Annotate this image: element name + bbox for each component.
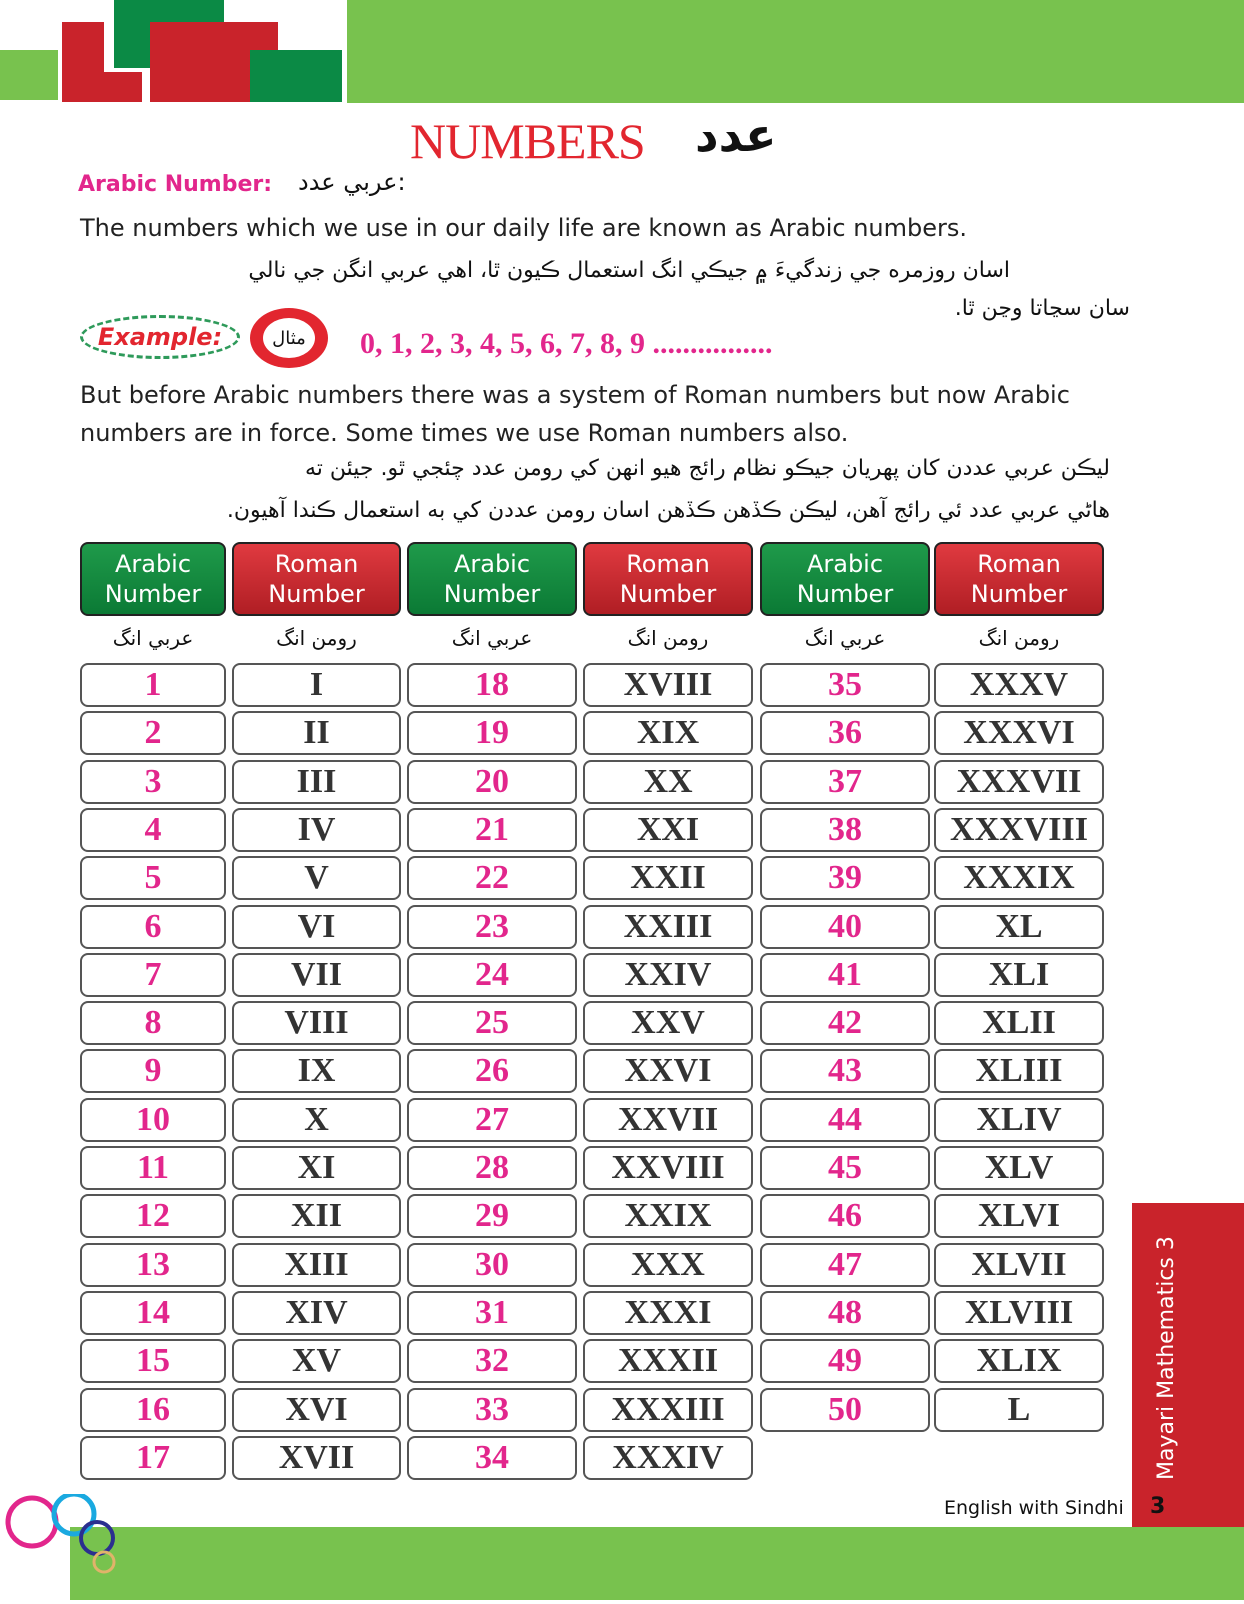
example-badge: Example: — [80, 315, 240, 359]
header-line1: Arabic — [114, 550, 192, 578]
roman-number-cell: XLIX — [934, 1339, 1104, 1383]
arabic-number-cell: 35 — [760, 663, 930, 707]
arabic-number-cell: 39 — [760, 856, 930, 900]
roman-number-cell: XV — [232, 1339, 401, 1383]
header-arabic-number-1 — [80, 542, 226, 616]
arabic-number-cell: 7 — [80, 953, 226, 997]
subheader-sindhi-2: رومن انگ — [276, 626, 357, 650]
subheader-sindhi-4: رومن انگ — [627, 626, 709, 650]
header-line1: Arabic — [806, 550, 884, 578]
roman-number-cell: L — [934, 1388, 1104, 1432]
subheader-sindhi-1: عربي انگ — [112, 626, 194, 650]
header-line1: Roman — [274, 550, 359, 578]
header-line1: Roman — [626, 550, 710, 578]
roman-number-cell: XII — [232, 1194, 401, 1238]
arabic-number-cell: 33 — [407, 1388, 577, 1432]
arabic-number-cell: 12 — [80, 1194, 226, 1238]
page-number: 3 — [1150, 1494, 1166, 1519]
roman-number-cell: XIX — [583, 711, 753, 755]
arabic-number-cell: 48 — [760, 1291, 930, 1335]
arabic-number-cell: 30 — [407, 1243, 577, 1287]
roman-number-cell: XXIV — [583, 953, 753, 997]
page-title: NUMBERS — [410, 113, 645, 169]
arabic-number-cell: 32 — [407, 1339, 577, 1383]
rings-decoration — [0, 1494, 130, 1600]
header-arabic-number-3 — [760, 542, 930, 616]
arabic-number-cell: 41 — [760, 953, 930, 997]
roman-number-cell: XXVII — [583, 1098, 753, 1142]
roman-intro-en-1: But before Arabic numbers there was a system of Roman numbers but now Arabic — [80, 381, 1070, 409]
arabic-number-cell: 37 — [760, 760, 930, 804]
arabic-number-cell: 25 — [407, 1001, 577, 1045]
roman-number-cell: XI — [232, 1146, 401, 1190]
header-line2: Number — [970, 580, 1068, 608]
roman-number-cell: XLIV — [934, 1098, 1104, 1142]
header-line2: Number — [104, 580, 202, 608]
example-sequence: 0, 1, 2, 3, 4, 5, 6, 7, 8, 9 ................ — [360, 327, 773, 360]
roman-number-cell: XLIII — [934, 1049, 1104, 1093]
arabic-number-cell: 28 — [407, 1146, 577, 1190]
arabic-number-cell: 47 — [760, 1243, 930, 1287]
example-badge-sindhi — [250, 308, 328, 368]
roman-number-cell: XXXI — [583, 1291, 753, 1335]
subheader-sindhi-3: عربي انگ — [451, 626, 533, 650]
subheader-sindhi-5: عربي انگ — [804, 626, 886, 650]
roman-number-cell: XLV — [934, 1146, 1104, 1190]
header-roman-number-1 — [232, 542, 401, 616]
arabic-number-cell: 5 — [80, 856, 226, 900]
roman-intro-sindhi-1: ليڪن عربي عددن کان پهريان جيڪو نظام رائج هيو انهن کي رومن عدد چئجي ٿو. جيئن ته — [305, 456, 1110, 481]
roman-number-cell: XLII — [934, 1001, 1104, 1045]
arabic-number-cell: 17 — [80, 1436, 226, 1480]
header-line2: Number — [796, 580, 894, 608]
arabic-number-cell: 29 — [407, 1194, 577, 1238]
arabic-number-cell: 40 — [760, 905, 930, 949]
roman-number-cell: V — [232, 856, 401, 900]
arabic-number-cell: 9 — [80, 1049, 226, 1093]
rings-icon — [0, 1494, 130, 1600]
roman-number-cell: XLVIII — [934, 1291, 1104, 1335]
arabic-number-cell: 20 — [407, 760, 577, 804]
arabic-number-cell: 27 — [407, 1098, 577, 1142]
arabic-number-cell: 50 — [760, 1388, 930, 1432]
arabic-definition-sindhi-1: اسان روزمره جي زندگيءَ ۾ جيڪي انگ استعمال ڪيون ٿا، اهي عربي انگن جي نالي — [248, 258, 1010, 283]
roman-number-cell: XLI — [934, 953, 1104, 997]
roman-number-cell: VI — [232, 905, 401, 949]
logo-blocks — [0, 0, 345, 103]
arabic-number-cell: 23 — [407, 905, 577, 949]
bottom-green-band — [70, 1527, 1244, 1600]
arabic-number-cell: 4 — [80, 808, 226, 852]
arabic-number-label-sindhi: :عربي عدد — [298, 168, 406, 196]
arabic-number-cell: 14 — [80, 1291, 226, 1335]
roman-number-cell: XXXVI — [934, 711, 1104, 755]
roman-number-cell: X — [232, 1098, 401, 1142]
header-line2: Number — [619, 580, 717, 608]
arabic-number-cell: 24 — [407, 953, 577, 997]
roman-number-cell: VII — [232, 953, 401, 997]
arabic-number-cell: 3 — [80, 760, 226, 804]
arabic-number-cell: 11 — [80, 1146, 226, 1190]
arabic-number-cell: 21 — [407, 808, 577, 852]
example-badge-sindhi-label: مثال — [263, 318, 315, 358]
roman-number-cell: XXV — [583, 1001, 753, 1045]
subheader-sindhi-6: رومن انگ — [978, 626, 1060, 650]
roman-number-cell: XXXVIII — [934, 808, 1104, 852]
roman-number-cell: XXXIV — [583, 1436, 753, 1480]
arabic-definition-en: The numbers which we use in our daily life are known as Arabic numbers. — [80, 214, 967, 242]
arabic-number-cell: 19 — [407, 711, 577, 755]
arabic-number-cell: 38 — [760, 808, 930, 852]
arabic-number-cell: 46 — [760, 1194, 930, 1238]
roman-number-cell: XIV — [232, 1291, 401, 1335]
roman-number-cell: III — [232, 760, 401, 804]
header-line1: Arabic — [453, 550, 531, 578]
arabic-number-cell: 22 — [407, 856, 577, 900]
header-roman-number-2 — [583, 542, 753, 616]
roman-number-cell: XXVIII — [583, 1146, 753, 1190]
arabic-number-cell: 10 — [80, 1098, 226, 1142]
arabic-number-cell: 26 — [407, 1049, 577, 1093]
header-line1: Roman — [977, 550, 1061, 578]
page-title-sindhi: عدد — [695, 108, 777, 162]
roman-number-cell: XXXIX — [934, 856, 1104, 900]
arabic-number-cell: 13 — [80, 1243, 226, 1287]
arabic-number-cell: 16 — [80, 1388, 226, 1432]
roman-number-cell: I — [232, 663, 401, 707]
arabic-definition-sindhi-2: سان سڃاتا وڃن ٿا. — [954, 296, 1130, 321]
arabic-number-cell: 15 — [80, 1339, 226, 1383]
arabic-number-cell: 8 — [80, 1001, 226, 1045]
roman-number-cell: XXVI — [583, 1049, 753, 1093]
arabic-number-cell: 43 — [760, 1049, 930, 1093]
roman-number-cell: XVI — [232, 1388, 401, 1432]
header-line2: Number — [268, 580, 365, 608]
roman-number-cell: XX — [583, 760, 753, 804]
arabic-number-cell: 44 — [760, 1098, 930, 1142]
header-roman-number-3 — [934, 542, 1104, 616]
footer-caption: English with Sindhi — [944, 1497, 1124, 1519]
roman-number-cell: XXIII — [583, 905, 753, 949]
arabic-number-cell: 45 — [760, 1146, 930, 1190]
roman-number-cell: XL — [934, 905, 1104, 949]
top-green-band — [347, 0, 1244, 103]
roman-number-cell: XLVII — [934, 1243, 1104, 1287]
roman-number-cell: XXII — [583, 856, 753, 900]
roman-number-cell: XXX — [583, 1243, 753, 1287]
roman-number-cell: XVII — [232, 1436, 401, 1480]
book-title-vertical: Mayari Mathematics 3 — [1154, 1236, 1179, 1480]
roman-number-cell: IV — [232, 808, 401, 852]
arabic-number-cell: 49 — [760, 1339, 930, 1383]
roman-number-cell: XLVI — [934, 1194, 1104, 1238]
arabic-number-cell: 18 — [407, 663, 577, 707]
roman-number-cell: XXI — [583, 808, 753, 852]
roman-number-cell: XXXVII — [934, 760, 1104, 804]
roman-number-cell: IX — [232, 1049, 401, 1093]
roman-number-cell: XXXV — [934, 663, 1104, 707]
header-arabic-number-2 — [407, 542, 577, 616]
arabic-number-cell: 36 — [760, 711, 930, 755]
roman-number-cell: VIII — [232, 1001, 401, 1045]
roman-number-cell: XVIII — [583, 663, 753, 707]
arabic-number-cell: 42 — [760, 1001, 930, 1045]
roman-number-cell: XXXIII — [583, 1388, 753, 1432]
roman-intro-en-2: numbers are in force. Some times we use Roman numbers also. — [80, 419, 849, 447]
arabic-number-cell: 1 — [80, 663, 226, 707]
arabic-number-cell: 2 — [80, 711, 226, 755]
arabic-number-cell: 31 — [407, 1291, 577, 1335]
header-line2: Number — [443, 580, 541, 608]
roman-number-cell: II — [232, 711, 401, 755]
roman-intro-sindhi-2: هاڻي عربي عدد ئي رائج آهن، ليڪن ڪڏهن ڪڏهن اسان رومن عددن کي به استعمال ڪندا آهيون. — [226, 498, 1110, 523]
arabic-number-cell: 6 — [80, 905, 226, 949]
roman-number-cell: XXIX — [583, 1194, 753, 1238]
roman-number-cell: XXXII — [583, 1339, 753, 1383]
roman-number-cell: XIII — [232, 1243, 401, 1287]
arabic-number-label: Arabic Number: — [78, 172, 273, 197]
arabic-number-cell: 34 — [407, 1436, 577, 1480]
